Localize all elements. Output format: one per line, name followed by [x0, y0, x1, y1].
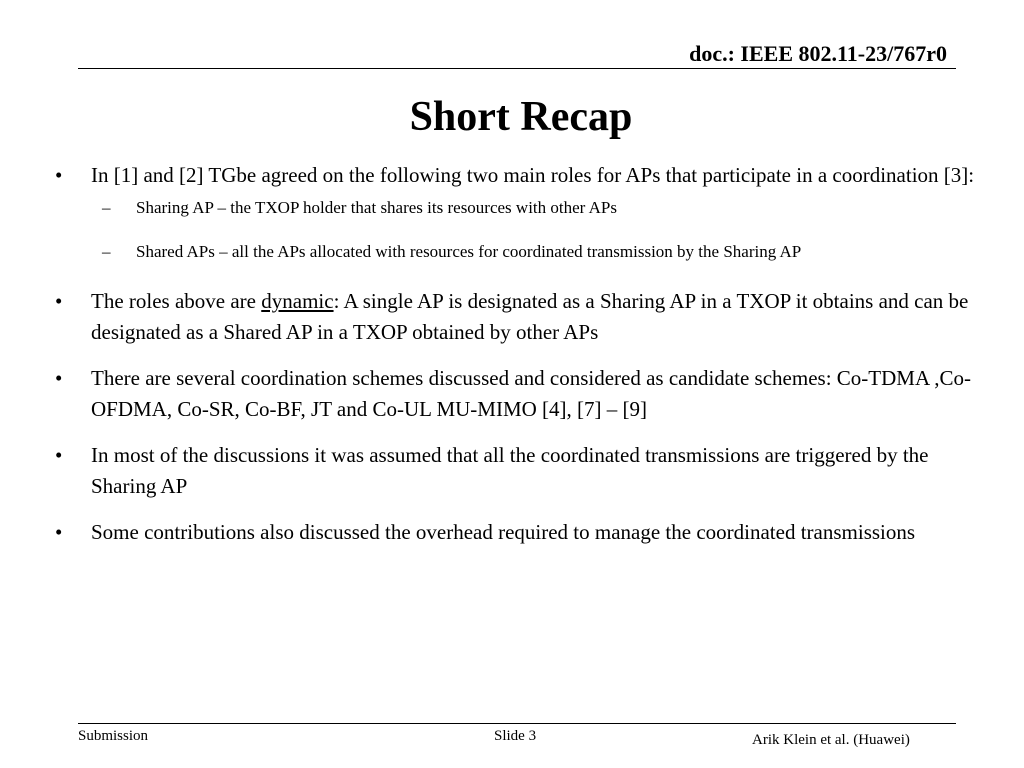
bullet-item [55, 440, 975, 502]
bullet-text: In most of the discussions it was assumed that all the coordinated transmissions are triggered by the Sharing AP [91, 443, 929, 498]
slide-body [55, 160, 975, 563]
slide-title: Short Recap [409, 94, 633, 140]
bullet-item [55, 363, 975, 425]
bullet-icon: • [55, 289, 63, 313]
bullet-item [55, 286, 975, 348]
bullet-icon: • [55, 163, 63, 187]
sub-bullet-item [55, 241, 975, 263]
sub-bullet-text: Shared APs – all the APs allocated with resources for coordinated transmission by the Sharing AP [136, 242, 802, 261]
sub-bullet-text: Sharing AP – the TXOP holder that shares its resources with other APs [136, 198, 617, 217]
bullet-item [55, 517, 975, 548]
footer-divider [78, 723, 956, 724]
bullet-text: In [1] and [2] TGbe agreed on the following two main roles for APs that participate in a coordination [3]: [91, 163, 975, 187]
bullet-item [55, 160, 975, 191]
bullet-icon: • [55, 520, 63, 544]
bullet-icon: • [55, 366, 63, 390]
header-divider [78, 68, 956, 69]
bullet-text: Some contributions also discussed the overhead required to manage the coordinated transmissions [91, 520, 916, 544]
doc-id: doc.: IEEE 802.11-23/767r0 [689, 41, 947, 66]
bullet-icon: • [55, 443, 63, 467]
slide-number: Slide 3 [494, 728, 537, 744]
footer-submission: Submission [78, 728, 149, 744]
bullet-text-suffix: : A single AP is designated as a Sharing AP in a TXOP it obtains and can be designated as a Shared AP in a TXOP obtained by other APs [91, 289, 969, 344]
sub-bullet-item [55, 197, 975, 219]
underlined-keyword: dynamic [261, 289, 334, 313]
footer-author: Arik Klein et al. (Huawei) [752, 732, 910, 748]
bullet-text: There are several coordination schemes discussed and considered as candidate schemes: Co-TDMA ,Co-OFDMA, Co-SR, Co-BF, JT and Co-UL MU-MIMO [4], [7] – [9] [91, 366, 971, 421]
bullet-text-prefix: The roles above are [91, 289, 262, 313]
dash-icon: – [102, 242, 111, 261]
dash-icon: – [102, 198, 111, 217]
